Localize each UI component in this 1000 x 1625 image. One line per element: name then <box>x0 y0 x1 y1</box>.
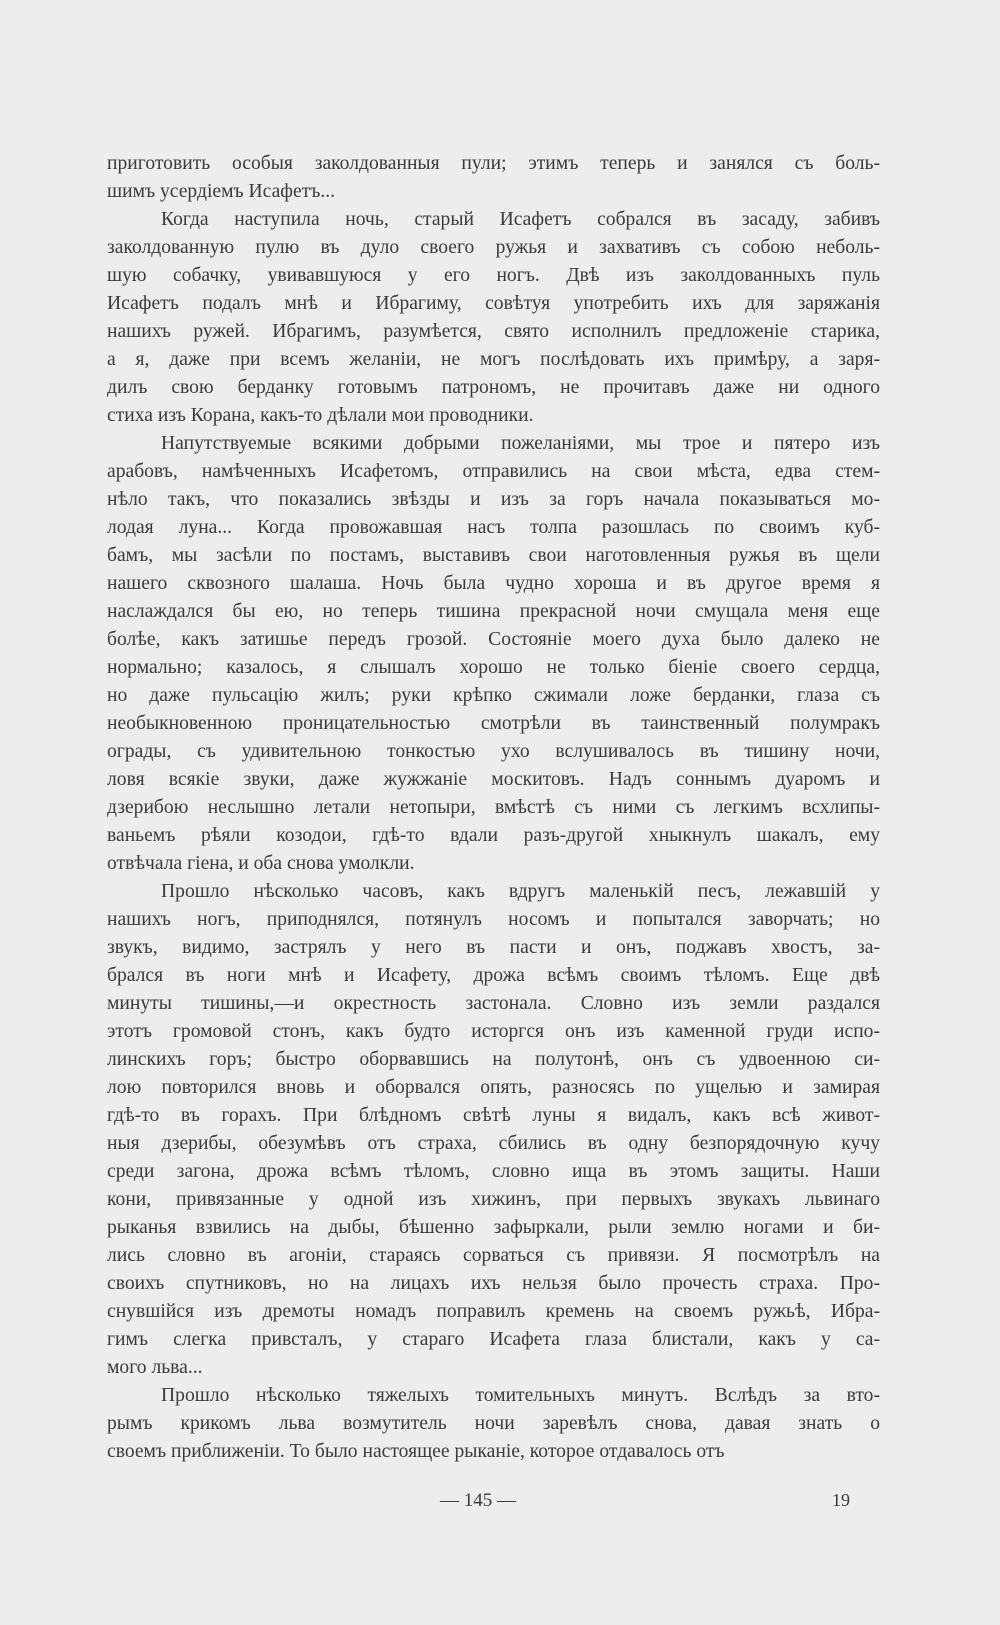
text-line: дзерибою неслышно летали нетопыри, вмѣстѣ съ ними съ легкимъ всхлипы- <box>107 797 880 818</box>
text-line: рымъ крикомъ льва возмутитель ночи заревѣлъ снова, давая знать о <box>107 1413 880 1434</box>
text-line: ныя дзерибы, обезумѣвъ отъ страха, сбились въ одну безпорядочную кучу <box>107 1133 880 1154</box>
text-line: но даже пульсацію жилъ; руки крѣпко сжимали ложе берданки, глаза съ <box>107 685 880 706</box>
text-line: отвѣчала гіена, и оба снова умолкли. <box>107 853 415 874</box>
text-line: лою повторился вновь и оборвался опять, разносясь по ущелью и замирая <box>107 1077 880 1098</box>
text-line: лись словно въ агоніи, стараясь сорваться съ привязи. Я посмотрѣлъ на <box>107 1245 880 1266</box>
text-line: болѣе, какъ затишье передъ грозой. Состояніе моего духа было далеко не <box>107 629 880 650</box>
paragraph <box>107 430 880 878</box>
text-line: Прошло нѣсколько часовъ, какъ вдругъ маленькій песъ, лежавшій у <box>161 881 880 902</box>
text-line: кони, привязанные у одной изъ хижинъ, при первыхъ звукахъ львинаго <box>107 1189 880 1210</box>
text-line: нашихъ ружей. Ибрагимъ, разумѣется, свято исполнилъ предложеніе старика, <box>107 321 880 342</box>
text-line: необыкновенною проницательностью смотрѣли въ таинственный полумракъ <box>107 713 880 734</box>
text-line: линскихъ горъ; быстро оборвавшись на полутонѣ, онъ съ удвоенною си- <box>107 1049 880 1070</box>
text-line: бамъ, мы засѣли по постамъ, выставивъ свои наготовленныя ружья въ щели <box>107 545 880 566</box>
text-line: Напутствуемые всякими добрыми пожеланіями, мы трое и пятеро изъ <box>161 433 880 454</box>
text-line: Прошло нѣсколько тяжелыхъ томительныхъ минутъ. Вслѣдъ за вто- <box>161 1385 880 1406</box>
text-line: этотъ громовой стонъ, какъ будто исторгся онъ изъ каменной груди испо- <box>107 1021 880 1042</box>
text-line: своихъ спутниковъ, но на лицахъ ихъ нельзя было прочесть страха. Про- <box>107 1273 880 1294</box>
text-line: приготовить особыя заколдованныя пули; этимъ теперь и занялся съ боль- <box>107 153 880 174</box>
text-line: нѣло такъ, что показались звѣзды и изъ за горъ начала показываться мо- <box>107 489 880 510</box>
text-line: ограды, съ удивительною тонкостью ухо вслушивалось въ тишину ночи, <box>107 741 880 762</box>
text-line: дилъ свою берданку готовымъ патрономъ, не прочитавъ даже ни одного <box>107 377 880 398</box>
text-line: Когда наступила ночь, старый Исафетъ собрался въ засаду, забивъ <box>161 209 880 230</box>
text-line: лодая луна... Когда провожавшая насъ толпа разошлась по своимъ куб- <box>107 517 880 538</box>
text-line: брался въ ноги мнѣ и Исафету, дрожа всѣмъ своимъ тѣломъ. Еще двѣ <box>107 965 880 986</box>
text-line: своемъ приближеніи. То было настоящее рыканіе, которое отдавалось отъ <box>107 1441 725 1462</box>
text-line: шую собачку, увивавшуюся у его ногъ. Двѣ изъ заколдованныхъ пуль <box>107 265 880 286</box>
paragraph <box>107 878 880 1382</box>
text-line: а я, даже при всемъ желаніи, не могъ послѣдовать ихъ примѣру, а заря- <box>107 349 880 370</box>
text-line: гимъ слегка привсталъ, у стараго Исафета глаза блистали, какъ у са- <box>107 1329 880 1350</box>
text-line: шимъ усердіемъ Исафетъ... <box>107 181 336 202</box>
text-line: мого льва... <box>107 1357 203 1378</box>
text-line: Исафетъ подалъ мнѣ и Ибрагиму, совѣтуя употребить ихъ для заряжанія <box>107 293 880 314</box>
text-line: ловя всякіе звуки, даже жужжаніе москитовъ. Надъ соннымъ дуаромъ и <box>107 769 880 790</box>
text-line: заколдованную пулю въ дуло своего ружья и захвативъ съ собою неболь- <box>107 237 880 258</box>
text-line: ваньемъ рѣяли козодои, гдѣ-то вдали разъ-другой хныкнулъ шакалъ, ему <box>107 825 880 846</box>
body-text <box>107 150 880 1466</box>
text-line: гдѣ-то въ горахъ. При блѣдномъ свѣтѣ луны я видалъ, какъ всѣ живот- <box>107 1105 880 1126</box>
sheet-signature-mark: 19 <box>832 1490 850 1510</box>
page-footer <box>0 1490 1000 1520</box>
text-line: арабовъ, намѣченныхъ Исафетомъ, отправились на свои мѣста, едва стем- <box>107 461 880 482</box>
text-line: звукъ, видимо, застрялъ у него въ пасти и онъ, поджавъ хвостъ, за- <box>107 937 880 958</box>
paragraph <box>107 150 880 206</box>
paragraph <box>107 206 880 430</box>
text-line: среди загона, дрожа всѣмъ тѣломъ, словно ища въ этомъ защиты. Наши <box>107 1161 880 1182</box>
text-line: минуты тишины,—и окрестность застонала. Словно изъ земли раздался <box>107 993 880 1014</box>
text-line: наслаждался бы ею, но теперь тишина прекрасной ночи смущала меня еще <box>107 601 880 622</box>
text-line: нормально; казалось, я слышалъ хорошо не только біеніе своего сердца, <box>107 657 880 678</box>
paragraph <box>107 1382 880 1466</box>
text-line: нашихъ ногъ, приподнялся, потянулъ носомъ и попытался заворчать; но <box>107 909 880 930</box>
page-number: — 145 — <box>440 1490 516 1511</box>
text-line: снувшійся изъ дремоты номадъ поправилъ кремень на своемъ ружьѣ, Ибра- <box>107 1301 880 1322</box>
text-line: рыканья взвились на дыбы, бѣшенно зафыркали, рыли землю ногами и би- <box>107 1217 880 1238</box>
text-line: нашего сквозного шалаша. Ночь была чудно хороша и въ другое время я <box>107 573 880 594</box>
text-line: стиха изъ Корана, какъ-то дѣлали мои проводники. <box>107 405 534 426</box>
